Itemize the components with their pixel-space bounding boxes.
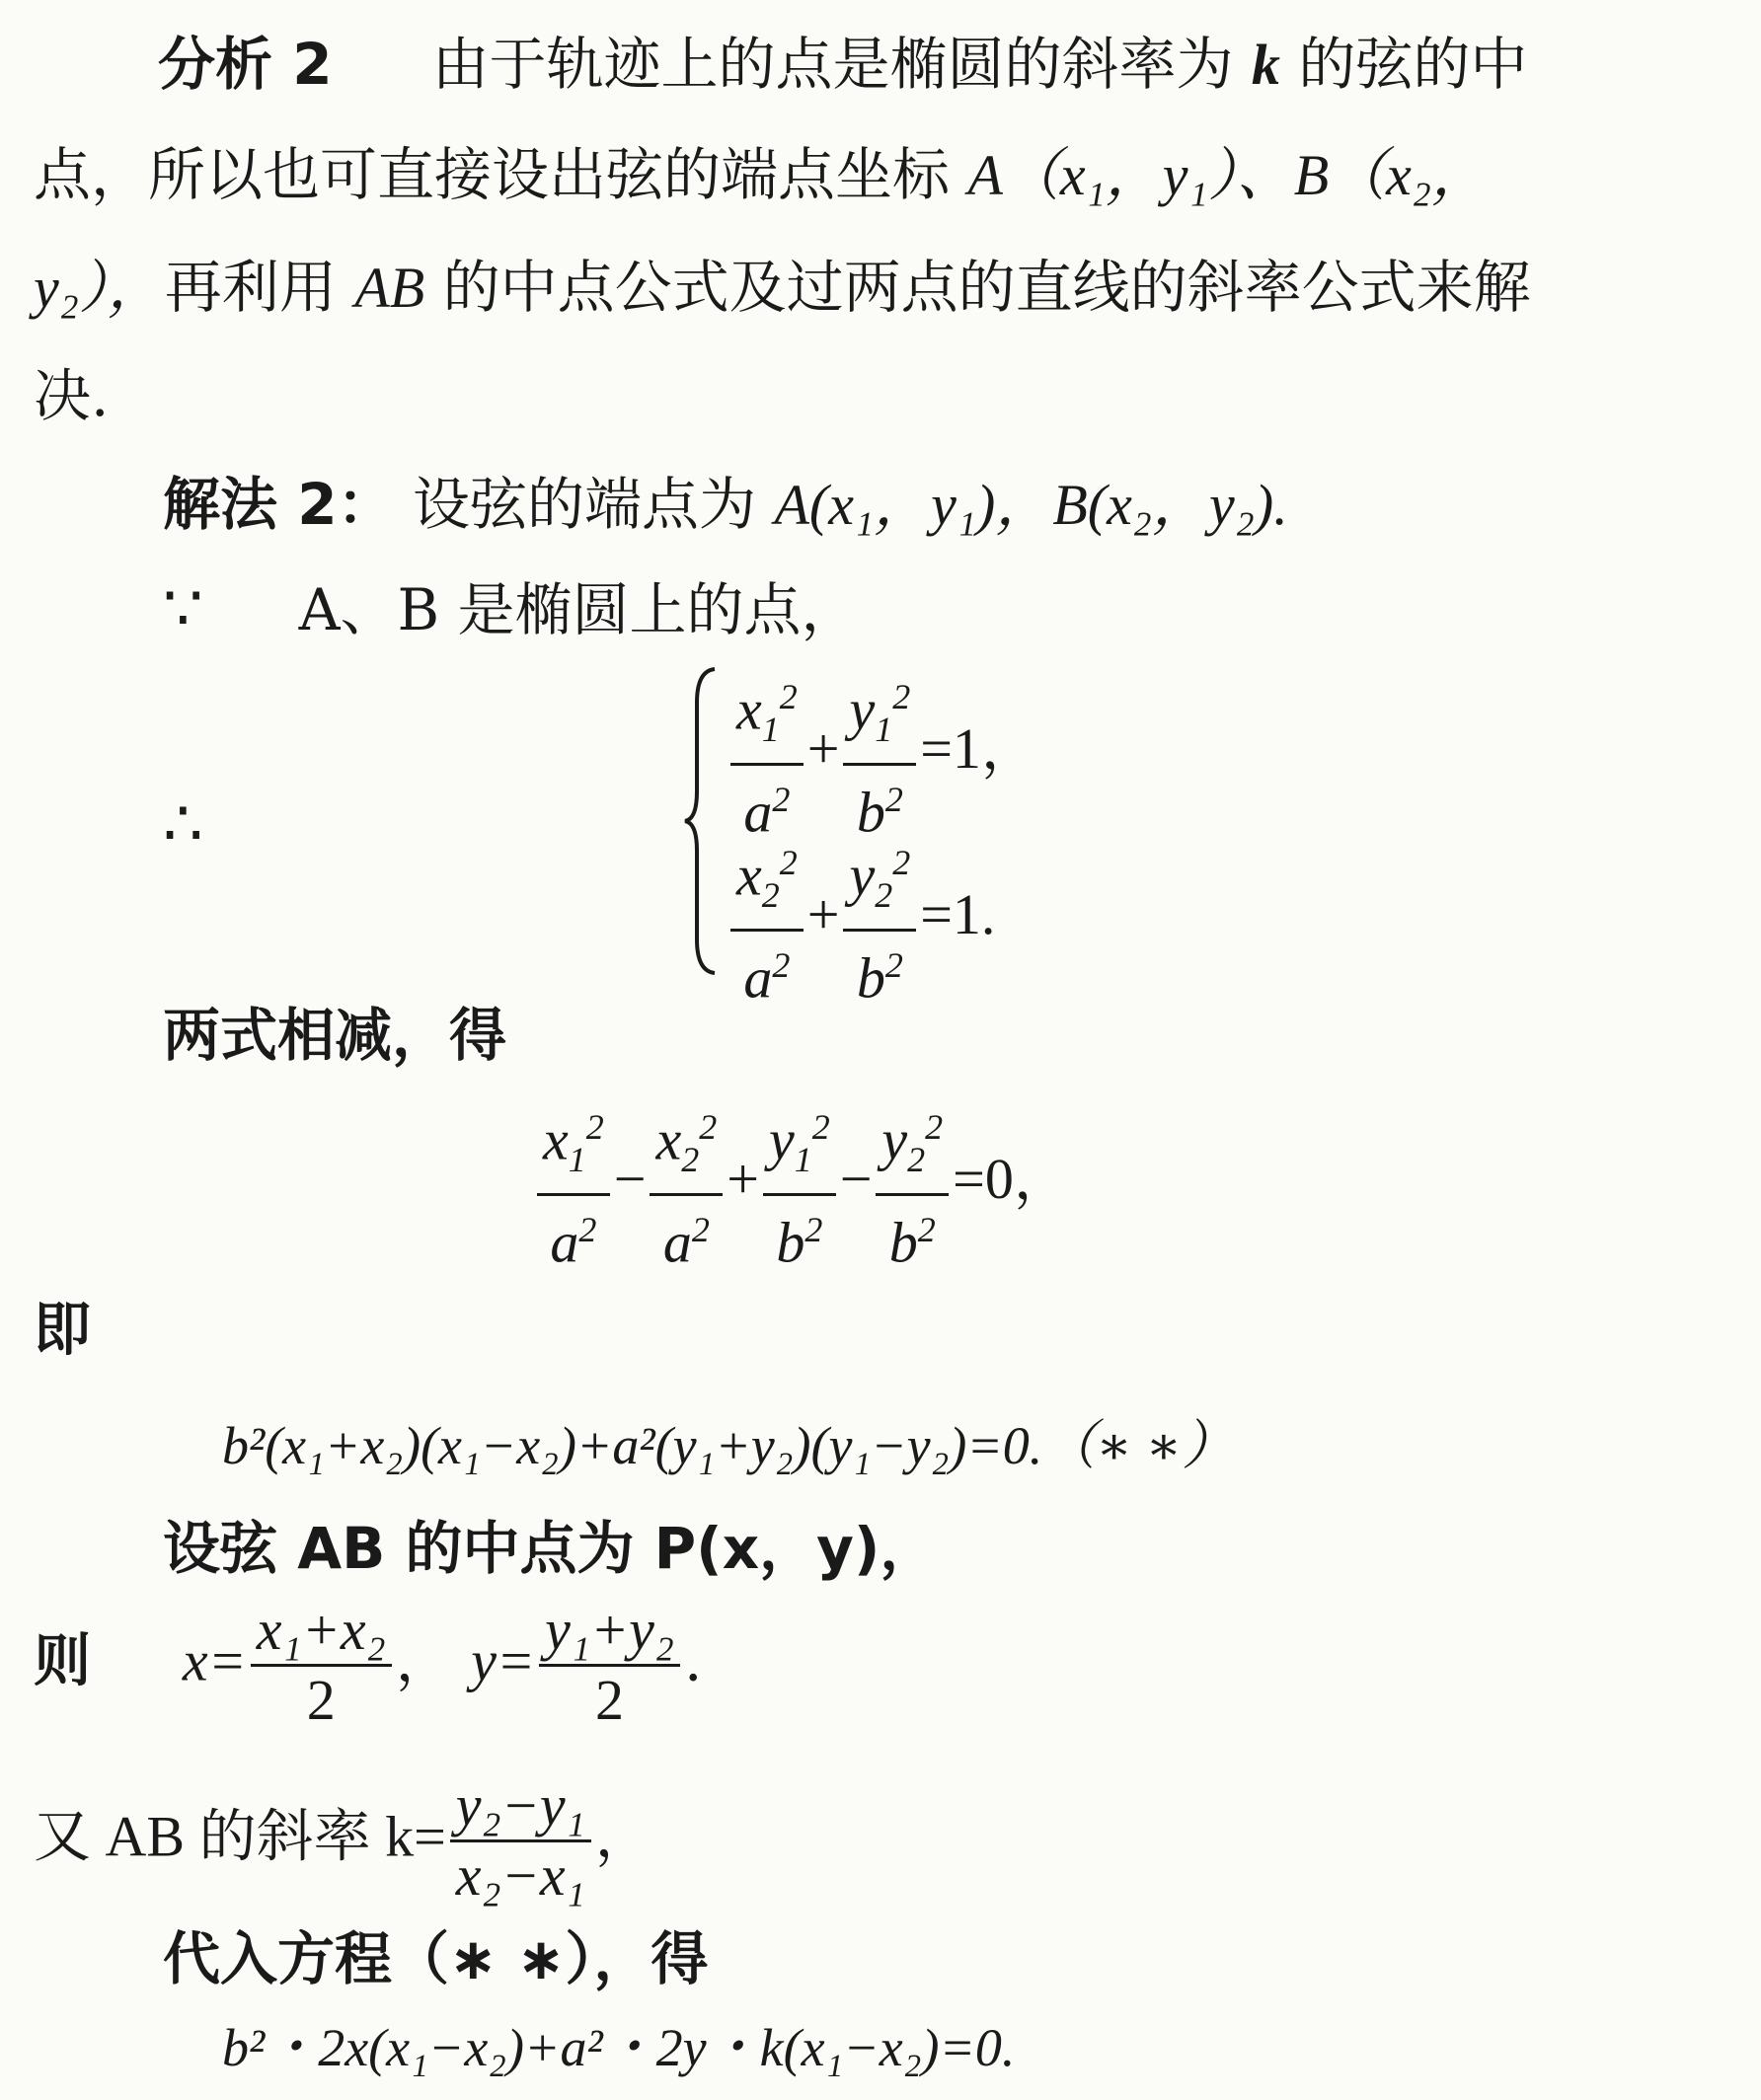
endpoints-math: A(x₁，y₁)，B(x₂，y₂). (774, 473, 1288, 537)
because-symbol: ∵ (163, 572, 203, 645)
because-line (163, 574, 859, 644)
midpoint-formula-line (34, 1598, 703, 1732)
fraction-x2-a: $\frac{x_2^2}{a^2}$ (730, 833, 804, 1008)
solution-heading: 解法 2： (163, 471, 395, 538)
namely-text: 即 (34, 1296, 92, 1363)
slope-symbol: k (1251, 33, 1280, 97)
equation-2: $\frac{x_2^2}{a^2}$ + $\frac{y_2^2}{b^2}$ =1. (727, 833, 995, 1008)
midpoint-text: 设弦 AB 的中点为 P(x，y)， (163, 1515, 938, 1582)
final-equation: b²・2x(x₁−x₂)+a²・2y・k(x₁−x₂)=0. (222, 2018, 1016, 2077)
because-text: A、B 是椭圆上的点， (298, 576, 859, 643)
analysis-line-1 (158, 30, 1527, 100)
then-text: 则 (34, 1626, 92, 1694)
mid-x-denominator: 2 (306, 1668, 336, 1732)
fraction-y2-b: $\frac{y_2^2}{b^2}$ (843, 833, 916, 1008)
substitute-text: 代入方程（∗ ∗），得 (163, 1925, 709, 1992)
mid-x-numerator: x₁+x₂ (251, 1601, 392, 1667)
factored-equation: b²(x₁+x₂)(x₁−x₂)+a²(y₁+y₂)(y₁−y₂)=0.（∗ ∗） (222, 1416, 1236, 1475)
mid-y-denominator: 2 (595, 1668, 625, 1732)
mid-x-lhs: x= (182, 1628, 247, 1693)
analysis-line-2 (34, 140, 1489, 210)
diff-frac-2: $\frac{x_2^2}{a^2}$ (650, 1097, 723, 1272)
therefore-symbol: ∴ (163, 788, 203, 861)
left-brace (681, 663, 721, 979)
diff-frac-4: $\frac{y_2^2}{b^2}$ (876, 1097, 949, 1272)
equation-2-rhs: =1. (920, 881, 996, 946)
equation-1-rhs: =1， (920, 715, 1038, 781)
analysis-y2: y₂）， (34, 256, 165, 320)
slope-denominator: x₂−x₁ (455, 1843, 585, 1908)
analysis-text-4: 决. (34, 362, 110, 429)
mid-y-numerator: y₁+y₂ (539, 1601, 680, 1667)
analysis-text-2: 点，所以也可直接设出弦的端点坐标 (34, 141, 951, 208)
subtract-text: 两式相减，得 (163, 1002, 507, 1069)
analysis-line-3 (34, 253, 1531, 323)
fraction-y1-b: $\frac{y_1^2}{b^2}$ (843, 667, 916, 842)
difference-equation: $\frac{x_1^2}{a^2}$ − $\frac{x_2^2}{a^2}$ + $\frac{y_1^2}{b^2}$ − $\frac{y_2^2}{b^2}$ =0， (533, 1097, 1071, 1272)
slope-end: ， (594, 1802, 652, 1870)
fraction-x1-a: $\frac{x_1^2}{a^2}$ (730, 667, 804, 842)
analysis-endpoints: A（x₁，y₁）、B（x₂， (967, 143, 1490, 207)
analysis-text-3-end: 的中点公式及过两点的直线的斜率公式来解 (442, 254, 1531, 321)
mid-y-end: . (684, 1626, 703, 1694)
slope-numerator: y₂−y₁ (450, 1776, 591, 1842)
analysis-text-1-end: 的弦的中 (1298, 31, 1528, 98)
mid-separator: ， (395, 1626, 453, 1694)
slope-fraction (450, 1773, 591, 1908)
analysis-text-3: 再利用 (164, 254, 337, 321)
midpoint-line (163, 1514, 937, 1583)
mid-y-lhs: y= (471, 1628, 536, 1693)
analysis-text-1: 由于轨迹上的点是椭圆的斜率为 (431, 31, 1234, 98)
ellipse-equation-system (681, 663, 1096, 1011)
solution-line-1 (163, 470, 1288, 540)
equation-1: $\frac{x_1^2}{a^2}$ + $\frac{y_1^2}{b^2}$ =1， (727, 667, 1038, 842)
slope-line (34, 1773, 652, 1908)
diff-frac-3: $\frac{y_1^2}{b^2}$ (763, 1097, 836, 1272)
slope-prefix: 又 AB 的斜率 k= (34, 1804, 446, 1869)
difference-rhs: =0， (953, 1146, 1071, 1211)
diff-frac-1: $\frac{x_1^2}{a^2}$ (537, 1097, 610, 1272)
mid-x-fraction (251, 1598, 392, 1732)
analysis-line-4 (34, 361, 109, 430)
analysis-ab: AB (354, 256, 425, 320)
mid-y-fraction (539, 1598, 680, 1732)
set-endpoints-text: 设弦的端点为 (413, 471, 757, 538)
analysis-heading: 分析 2 (158, 31, 333, 98)
